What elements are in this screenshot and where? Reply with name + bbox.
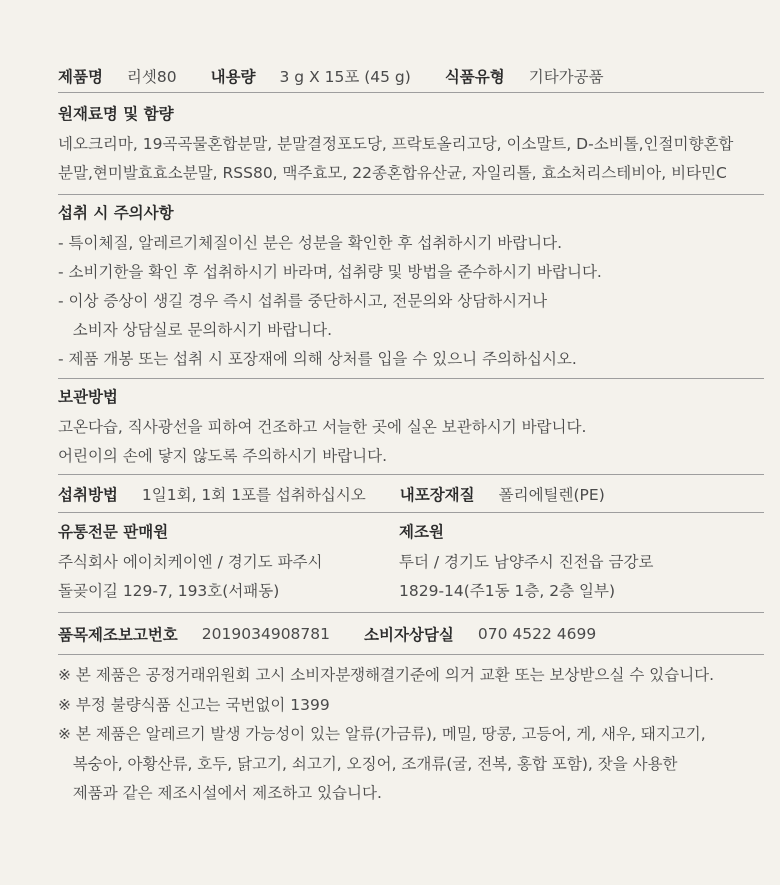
- maker-column: [399, 517, 764, 606]
- ingredients-line: 분말,현미발효효소분말, RSS80, 맥주효모, 22종혼합유산균, 자일리톨, 효소처리스테비아, 비타민C: [58, 164, 727, 182]
- report-value: 2019034908781: [201, 624, 330, 643]
- packaging-label: 내포장재질: [399, 485, 475, 504]
- caution-line: - 소비기한을 확인 후 섭취하시기 바라며, 섭취량 및 방법을 준수하시기 바랍니다.: [58, 263, 602, 281]
- caution-line: - 특이체질, 알레르기체질이신 분은 성분을 확인한 후 섭취하시기 바랍니다.: [58, 234, 563, 252]
- consumer-value: 070 4522 4699: [477, 624, 597, 643]
- summary-row: [58, 60, 764, 93]
- food-type-label: 식품유형: [444, 68, 505, 86]
- ingredients-section: [58, 93, 764, 195]
- note-line: 제품과 같은 제조시설에서 제조하고 있습니다.: [58, 784, 382, 802]
- storage-line: 고온다습, 직사광선을 피하여 건조하고 서늘한 곳에 실온 보관하시기 바랍니다.: [58, 418, 587, 436]
- caution-line: 소비자 상담실로 문의하시기 바랍니다.: [58, 321, 333, 339]
- caution-line: - 이상 증상이 생길 경우 즉시 섭취를 중단하시고, 전문의와 상담하시거나: [58, 292, 548, 310]
- companies-section: [58, 513, 764, 613]
- content-label: 내용량: [210, 68, 256, 86]
- ingredients-title: 원재료명 및 함량: [58, 105, 174, 123]
- maker-label: 제조원: [399, 523, 444, 541]
- note-line: 복숭아, 아황산류, 호두, 닭고기, 쇠고기, 오징어, 조개류(굴, 전복, 홍합 포함), 잣을 사용한: [58, 754, 678, 773]
- seller-column: [58, 517, 399, 606]
- maker-line: 1829-14(주1동 1층, 2층 일부): [399, 582, 615, 600]
- consumer-label: 소비자상담실: [364, 625, 454, 644]
- packaging-value: 폴리에틸렌(PE): [498, 485, 605, 504]
- cautions-title: 섭취 시 주의사항: [58, 204, 174, 222]
- maker-line: 투더 / 경기도 남양주시 진전읍 금강로: [399, 553, 654, 571]
- notes-section: [58, 655, 764, 809]
- usage-row: [58, 475, 764, 513]
- storage-title: 보관방법: [58, 388, 118, 406]
- food-type-value: 기타가공품: [528, 68, 604, 86]
- ingredients-line: 네오크리마, 19곡곡물혼합분말, 분말결정포도당, 프락토올리고당, 이소말트, D-소비톨,인절미향혼합: [58, 135, 734, 153]
- seller-line: 주식회사 에이치케이엔 / 경기도 파주시: [58, 553, 323, 571]
- caution-line: - 제품 개봉 또는 섭취 시 포장재에 의해 상처를 입을 수 있으니 주의하십시오.: [58, 350, 577, 368]
- seller-label: 유통전문 판매원: [58, 523, 169, 541]
- seller-line: 돌곶이길 129-7, 193호(서패동): [58, 582, 280, 600]
- method-value: 1일1회, 1회 1포를 섭취하십시오: [141, 485, 366, 504]
- cautions-section: [58, 195, 764, 379]
- content-value: 3 g X 15포 (45 g): [279, 68, 411, 86]
- storage-section: [58, 379, 764, 475]
- product-name-label: 제품명: [58, 68, 103, 86]
- note-line: ※ 부정 불량식품 신고는 국번없이 1399: [58, 695, 330, 714]
- note-line: ※ 본 제품은 알레르기 발생 가능성이 있는 알류(가금류), 메밀, 땅콩, 고등어, 게, 새우, 돼지고기,: [58, 725, 706, 743]
- report-label: 품목제조보고번호: [58, 625, 178, 644]
- product-name-value: 리셋80: [126, 68, 177, 86]
- method-label: 섭취방법: [58, 485, 118, 504]
- storage-line: 어린이의 손에 닿지 않도록 주의하시기 바랍니다.: [58, 447, 388, 465]
- note-line: ※ 본 제품은 공정거래위원회 고시 소비자분쟁해결기준에 의거 교환 또는 보상받으실 수 있습니다.: [58, 666, 715, 684]
- product-info-table: [58, 60, 764, 809]
- report-row: [58, 613, 764, 655]
